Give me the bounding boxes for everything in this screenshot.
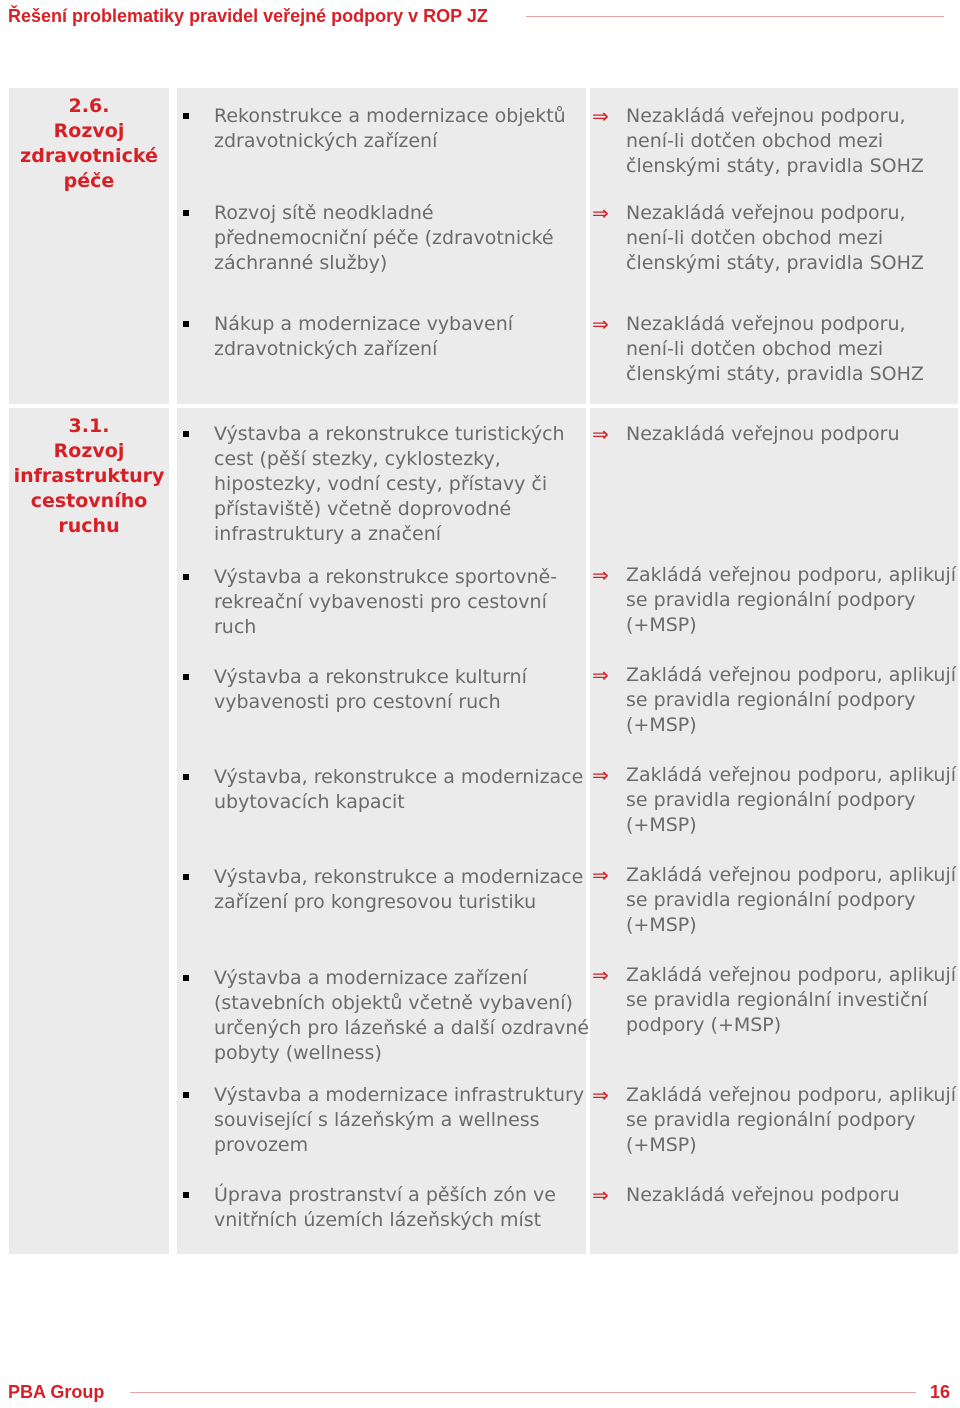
results-cell-3-1 xyxy=(590,408,958,1254)
result-text: Nezakládá veřejnou podporu, není-li dotčen obchod mezi členskými státy, pravidla SOHZ xyxy=(626,313,924,385)
page-header xyxy=(8,6,952,28)
implies-arrow-icon: ⇒ xyxy=(592,312,609,336)
bullet-icon xyxy=(183,113,189,119)
page-number: 16 xyxy=(929,1382,950,1402)
header-divider xyxy=(526,16,944,17)
activity-text: Rekonstrukce a modernizace objektů zdravotnických zařízení xyxy=(214,105,566,152)
implies-arrow-icon: ⇒ xyxy=(592,863,609,887)
section-number: 3.1. xyxy=(68,415,110,437)
section-heading-2-6 xyxy=(9,88,169,404)
activity-text: Výstavba a rekonstrukce turistických cest (pěší stezky, cyklostezky, hipostezky, vodní cesty, přístavy či přístaviště) včetně doprovodné infrastruktury a značení xyxy=(214,423,565,545)
activity-text: Výstavba, rekonstrukce a modernizace zařízení pro kongresovou turistiku xyxy=(214,866,584,913)
implies-arrow-icon: ⇒ xyxy=(592,104,609,128)
result-text: Zakládá veřejnou podporu, aplikují se pravidla regionální podpory (+MSP) xyxy=(626,864,957,936)
section-number: 2.6. xyxy=(68,95,110,117)
section-title: Rozvoj infrastruktury cestovního ruchu xyxy=(13,440,165,537)
implies-arrow-icon: ⇒ xyxy=(592,1083,609,1107)
footer-brand: PBA Group xyxy=(8,1382,105,1402)
activity-text: Výstavba a modernizace zařízení (stavebních objektů včetně vybavení) určených pro lázeňské a další ozdravné pobyty (wellness) xyxy=(214,967,590,1064)
implies-arrow-icon: ⇒ xyxy=(592,1183,609,1207)
implies-arrow-icon: ⇒ xyxy=(592,422,609,446)
result-text: Nezakládá veřejnou podporu, není-li dotčen obchod mezi členskými státy, pravidla SOHZ xyxy=(626,202,924,274)
results-cell-2-6 xyxy=(590,88,958,404)
section-title: Rozvoj zdravotnické péče xyxy=(20,120,158,192)
bullet-icon xyxy=(183,774,189,780)
bullet-icon xyxy=(183,975,189,981)
activity-text: Výstavba a rekonstrukce sportovně-rekreační vybavenosti pro cestovní ruch xyxy=(214,566,558,638)
result-text: Zakládá veřejnou podporu, aplikují se pravidla regionální podpory (+MSP) xyxy=(626,564,957,636)
bullet-icon xyxy=(183,431,189,437)
activity-text: Výstavba, rekonstrukce a modernizace ubytovacích kapacit xyxy=(214,766,584,813)
result-text: Nezakládá veřejnou podporu, není-li dotčen obchod mezi členskými státy, pravidla SOHZ xyxy=(626,105,924,177)
implies-arrow-icon: ⇒ xyxy=(592,663,609,687)
result-text: Nezakládá veřejnou podporu xyxy=(626,423,900,445)
result-text: Zakládá veřejnou podporu, aplikují se pravidla regionální podpory (+MSP) xyxy=(626,764,957,836)
implies-arrow-icon: ⇒ xyxy=(592,963,609,987)
header-title: Řešení problematiky pravidel veřejné podpory v ROP JZ xyxy=(8,6,488,26)
implies-arrow-icon: ⇒ xyxy=(592,201,609,225)
activity-text: Nákup a modernizace vybavení zdravotnických zařízení xyxy=(214,313,514,360)
bullet-icon xyxy=(183,1192,189,1198)
bullet-icon xyxy=(183,674,189,680)
implies-arrow-icon: ⇒ xyxy=(592,563,609,587)
footer-divider xyxy=(130,1392,916,1393)
bullet-icon xyxy=(183,574,189,580)
bullet-icon xyxy=(183,1092,189,1098)
activities-cell-2-6 xyxy=(177,88,586,404)
result-text: Zakládá veřejnou podporu, aplikují se pravidla regionální investiční podpory (+MSP) xyxy=(626,964,957,1036)
activity-text: Úprava prostranství a pěších zón ve vnitřních územích lázeňských míst xyxy=(214,1184,556,1231)
bullet-icon xyxy=(183,210,189,216)
page-footer xyxy=(8,1382,952,1404)
result-text: Zakládá veřejnou podporu, aplikují se pravidla regionální podpory (+MSP) xyxy=(626,664,957,736)
result-text: Zakládá veřejnou podporu, aplikují se pravidla regionální podpory (+MSP) xyxy=(626,1084,957,1156)
activity-text: Rozvoj sítě neodkladné přednemocniční péče (zdravotnické záchranné služby) xyxy=(214,202,554,274)
result-text: Nezakládá veřejnou podporu xyxy=(626,1184,900,1206)
bullet-icon xyxy=(183,321,189,327)
implies-arrow-icon: ⇒ xyxy=(592,763,609,787)
activity-text: Výstavba a rekonstrukce kulturní vybavenosti pro cestovní ruch xyxy=(214,666,527,713)
activity-text: Výstavba a modernizace infrastruktury související s lázeňským a wellness provozem xyxy=(214,1084,585,1156)
activities-cell-3-1 xyxy=(177,408,590,1254)
bullet-icon xyxy=(183,874,189,880)
support-table xyxy=(9,88,958,1254)
section-heading-3-1 xyxy=(9,408,169,1254)
